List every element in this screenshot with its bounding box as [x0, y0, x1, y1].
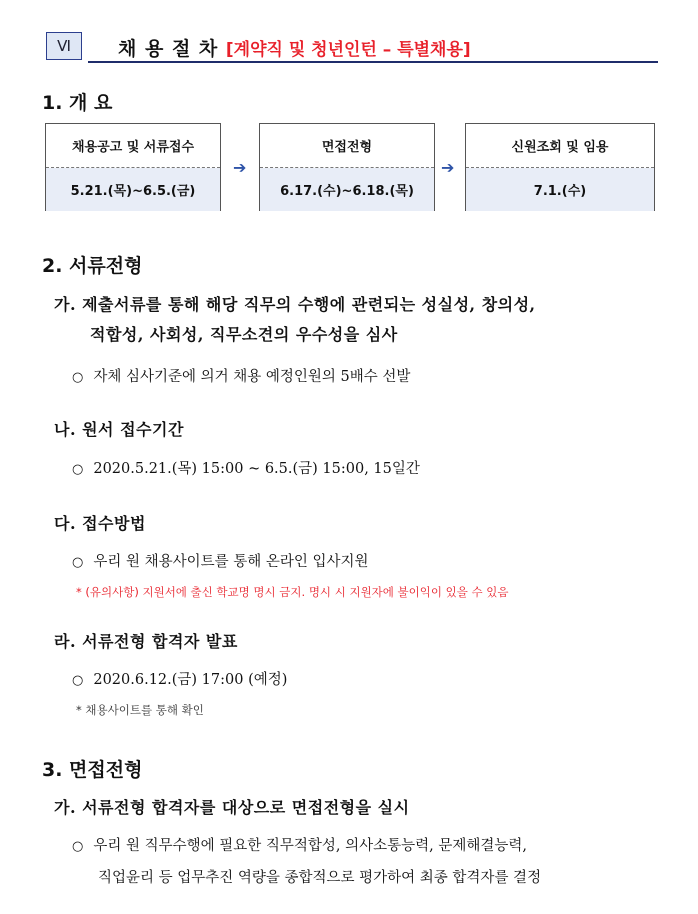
bullet-text: 2020.5.21.(목) 15:00 ~ 6.5.(금) 15:00, 15일간 — [93, 461, 420, 477]
bullet-text: 우리 원 직무수행에 필요한 직무적합성, 의사소통능력, 문제해결능력, — [93, 838, 528, 854]
section1-heading: 1. 개 요 — [42, 92, 113, 114]
step-2-label: 면접전형 — [260, 124, 434, 168]
section2-ra-heading: 라. 서류전형 합격자 발표 — [54, 632, 238, 651]
section2-ga-bullet — [72, 365, 410, 386]
bullet-text: 자체 심사기준에 의거 채용 예정인원의 5배수 선발 — [93, 369, 411, 385]
process-step-1 — [45, 123, 221, 211]
arrow-right-icon: ➔ — [441, 158, 455, 177]
section2-ra-bullet — [72, 668, 287, 689]
title-subtitle: [계약직 및 청년인턴 – 특별채용] — [225, 40, 471, 60]
section-number-badge: Ⅵ — [46, 32, 82, 60]
circle-bullet-icon: ○ — [72, 839, 84, 854]
circle-bullet-icon: ○ — [72, 370, 84, 385]
section2-da-heading: 다. 접수방법 — [54, 514, 146, 533]
step-3-label: 신원조회 및 임용 — [466, 124, 654, 168]
section3-ga-bullet-line2: 직업윤리 등 업무추진 역량을 종합적으로 평가하여 최종 합격자를 결정 — [98, 870, 542, 886]
step-3-date: 7.1.(수) — [466, 168, 654, 211]
section2-na-bullet — [72, 457, 420, 478]
arrow-right-icon: ➔ — [233, 158, 247, 177]
section2-ra-note: * 채용사이트를 통해 확인 — [76, 703, 204, 717]
section2-heading: 2. 서류전형 — [42, 255, 143, 277]
circle-bullet-icon: ○ — [72, 462, 84, 477]
step-1-label: 채용공고 및 서류접수 — [46, 124, 220, 168]
section2-ga-line1: 가. 제출서류를 통해 해당 직무의 수행에 관련되는 성실성, 창의성, — [54, 295, 536, 314]
section3-ga-bullet — [72, 834, 527, 855]
bullet-text: 우리 원 채용사이트를 통해 온라인 입사지원 — [93, 554, 369, 570]
section2-ga-line2: 적합성, 사회성, 직무소견의 우수성을 심사 — [90, 325, 398, 344]
process-step-2 — [259, 123, 435, 211]
title-underline — [88, 61, 658, 63]
circle-bullet-icon: ○ — [72, 555, 84, 570]
section3-heading: 3. 면접전형 — [42, 759, 143, 781]
section2-da-note: * (유의사항) 지원서에 출신 학교명 명시 금지. 명시 시 지원자에 불이익이 있을 수 있음 — [76, 585, 509, 599]
page-title — [118, 34, 471, 61]
section2-da-bullet — [72, 550, 369, 571]
title-main: 채 용 절 차 — [118, 38, 219, 60]
bullet-text: 2020.6.12.(금) 17:00 (예정) — [93, 672, 288, 688]
section3-ga-line1: 가. 서류전형 합격자를 대상으로 면접전형을 실시 — [54, 798, 410, 817]
process-step-3 — [465, 123, 655, 211]
step-2-date: 6.17.(수)~6.18.(목) — [260, 168, 434, 211]
step-1-date: 5.21.(목)~6.5.(금) — [46, 168, 220, 211]
circle-bullet-icon: ○ — [72, 673, 84, 688]
section2-na-heading: 나. 원서 접수기간 — [54, 420, 184, 439]
